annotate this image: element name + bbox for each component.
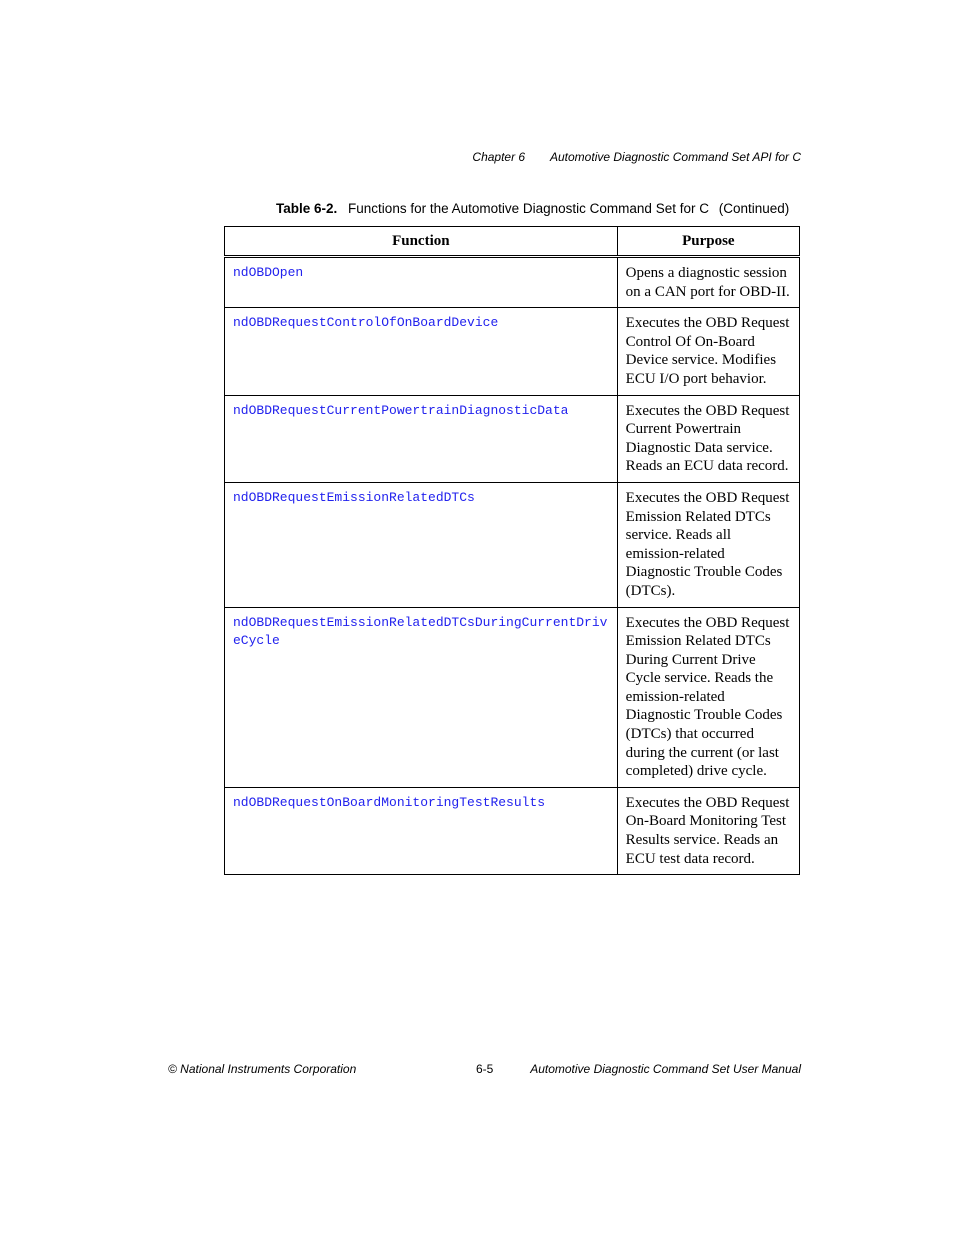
function-cell [225, 482, 618, 607]
functions-table [224, 226, 800, 875]
table-caption [276, 201, 789, 216]
table-row [225, 607, 800, 787]
function-link[interactable]: ndOBDRequestOnBoardMonitoringTestResults [233, 794, 546, 810]
footer-copyright: © National Instruments Corporation [168, 1062, 357, 1076]
function-cell [225, 787, 618, 874]
purpose-cell: Executes the OBD Request On-Board Monitoring Test Results service. Reads an ECU test data record. [617, 787, 799, 874]
function-cell [225, 308, 618, 395]
table-caption-text: Functions for the Automotive Diagnostic Command Set for C [348, 201, 709, 216]
table-caption-label: Table 6-2. [276, 201, 338, 216]
purpose-cell: Executes the OBD Request Current Powertrain Diagnostic Data service. Reads an ECU data record. [617, 395, 799, 482]
footer-manual-title: Automotive Diagnostic Command Set User Manual [530, 1062, 801, 1076]
table-row [225, 257, 800, 308]
table-header-row [225, 227, 800, 257]
function-link[interactable]: ndOBDRequestControlOfOnBoardDevice [233, 315, 499, 331]
header-chapter: Chapter 6 [472, 150, 526, 164]
footer-page-number: 6-5 [476, 1062, 494, 1076]
function-link[interactable]: ndOBDRequestEmissionRelatedDTCs [233, 489, 475, 505]
function-cell [225, 395, 618, 482]
header-section: Automotive Diagnostic Command Set API for C [550, 150, 801, 164]
column-header-purpose: Purpose [617, 227, 799, 257]
table-row [225, 308, 800, 395]
table-row [225, 787, 800, 874]
function-cell [225, 257, 618, 308]
table-caption-continued: (Continued) [718, 201, 790, 216]
page-header [472, 150, 801, 164]
table-row [225, 482, 800, 607]
purpose-cell: Executes the OBD Request Control Of On-Board Device service. Modifies ECU I/O port behavior. [617, 308, 799, 395]
function-link[interactable]: ndOBDOpen [233, 265, 304, 280]
column-header-function: Function [225, 227, 618, 257]
purpose-cell: Executes the OBD Request Emission Related DTCs During Current Drive Cycle service. Reads the emission-related Diagnostic Trouble Codes (DTCs) that occurred during the current (or last completed) drive cycle. [617, 607, 799, 787]
function-cell [225, 607, 618, 787]
purpose-cell: Opens a diagnostic session on a CAN port for OBD-II. [617, 257, 799, 308]
table-row [225, 395, 800, 482]
purpose-cell: Executes the OBD Request Emission Related DTCs service. Reads all emission-related Diagnostic Trouble Codes (DTCs). [617, 482, 799, 607]
function-link[interactable]: ndOBDRequestCurrentPowertrainDiagnosticData [233, 402, 569, 418]
function-link[interactable]: ndOBDRequestEmissionRelatedDTCsDuringCurrentDriveCycle [233, 614, 608, 649]
